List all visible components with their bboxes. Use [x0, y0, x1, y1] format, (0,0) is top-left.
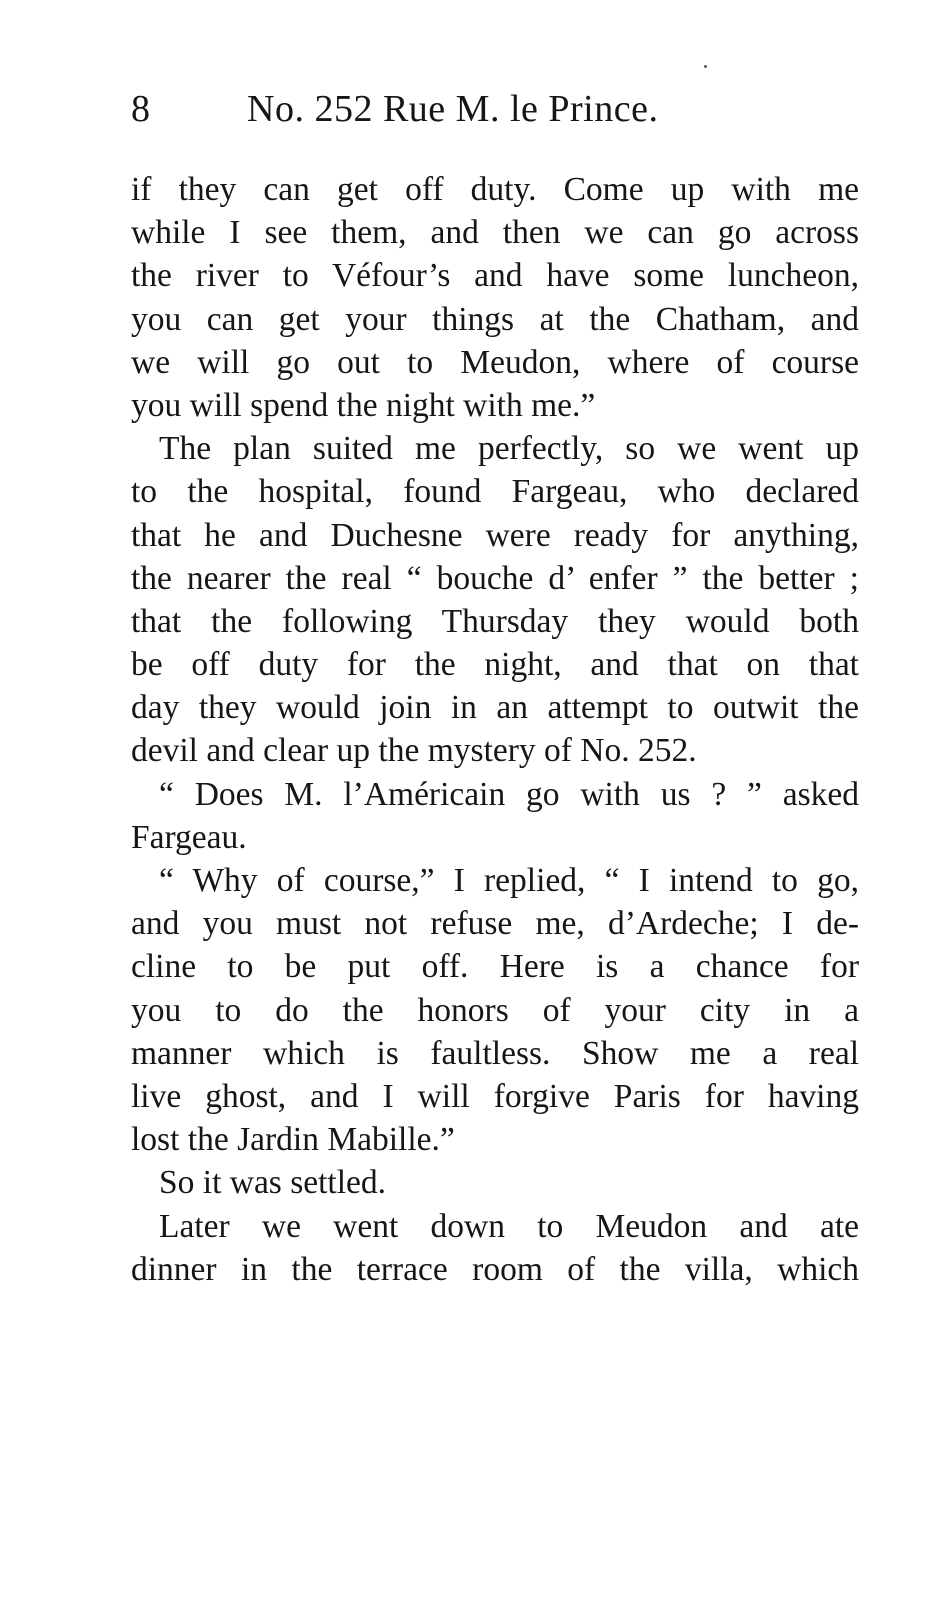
text-line: live ghost, and I will forgive Paris for having: [131, 1077, 859, 1115]
text-line: “ Does M. l’Américain go with us ? ” asked: [159, 775, 859, 813]
text-line: So it was settled.: [159, 1164, 387, 1202]
text-line: that the following Thursday they would both: [131, 602, 859, 640]
text-line: the river to Véfour’s and have some luncheon,: [131, 257, 859, 295]
running-head: [131, 84, 771, 134]
text-line: that he and Duchesne were ready for anything,: [131, 516, 859, 554]
text-line: devil and clear up the mystery of No. 252.: [131, 732, 697, 770]
text-line: and you must not refuse me, d’Ardeche; I de-: [131, 905, 859, 943]
text-line: be off duty for the night, and that on that: [131, 646, 859, 684]
text-line: Fargeau.: [131, 818, 247, 856]
text-line: you can get your things at the Chatham, and: [131, 300, 859, 338]
text-line: lost the Jardin Mabille.”: [131, 1121, 455, 1159]
text-line: the nearer the real “ bouche d’ enfer ” the better ;: [131, 559, 859, 597]
body-text: [131, 168, 859, 1291]
text-line: day they would join in an attempt to outwit the: [131, 689, 859, 727]
page-number: 8: [131, 88, 151, 130]
text-line: if they can get off duty. Come up with me: [131, 171, 859, 208]
running-title: No. 252 Rue M. le Prince.: [247, 88, 659, 130]
text-line: The plan suited me perfectly, so we went up: [159, 430, 859, 468]
text-line: Later we went down to Meudon and ate: [159, 1207, 859, 1245]
text-line: manner which is faultless. Show me a real: [131, 1034, 859, 1072]
text-line: dinner in the terrace room of the villa, which: [131, 1250, 859, 1288]
paper-speck: [704, 65, 707, 68]
text-line: to the hospital, found Fargeau, who declared: [131, 473, 859, 511]
text-line: we will go out to Meudon, where of course: [131, 343, 859, 381]
text-line: “ Why of course,” I replied, “ I intend to go,: [159, 862, 859, 899]
text-line: cline to be put off. Here is a chance for: [131, 948, 859, 986]
text-line: while I see them, and then we can go across: [131, 214, 859, 252]
text-line: you will spend the night with me.”: [131, 386, 596, 424]
text-line: you to do the honors of your city in a: [131, 991, 859, 1029]
